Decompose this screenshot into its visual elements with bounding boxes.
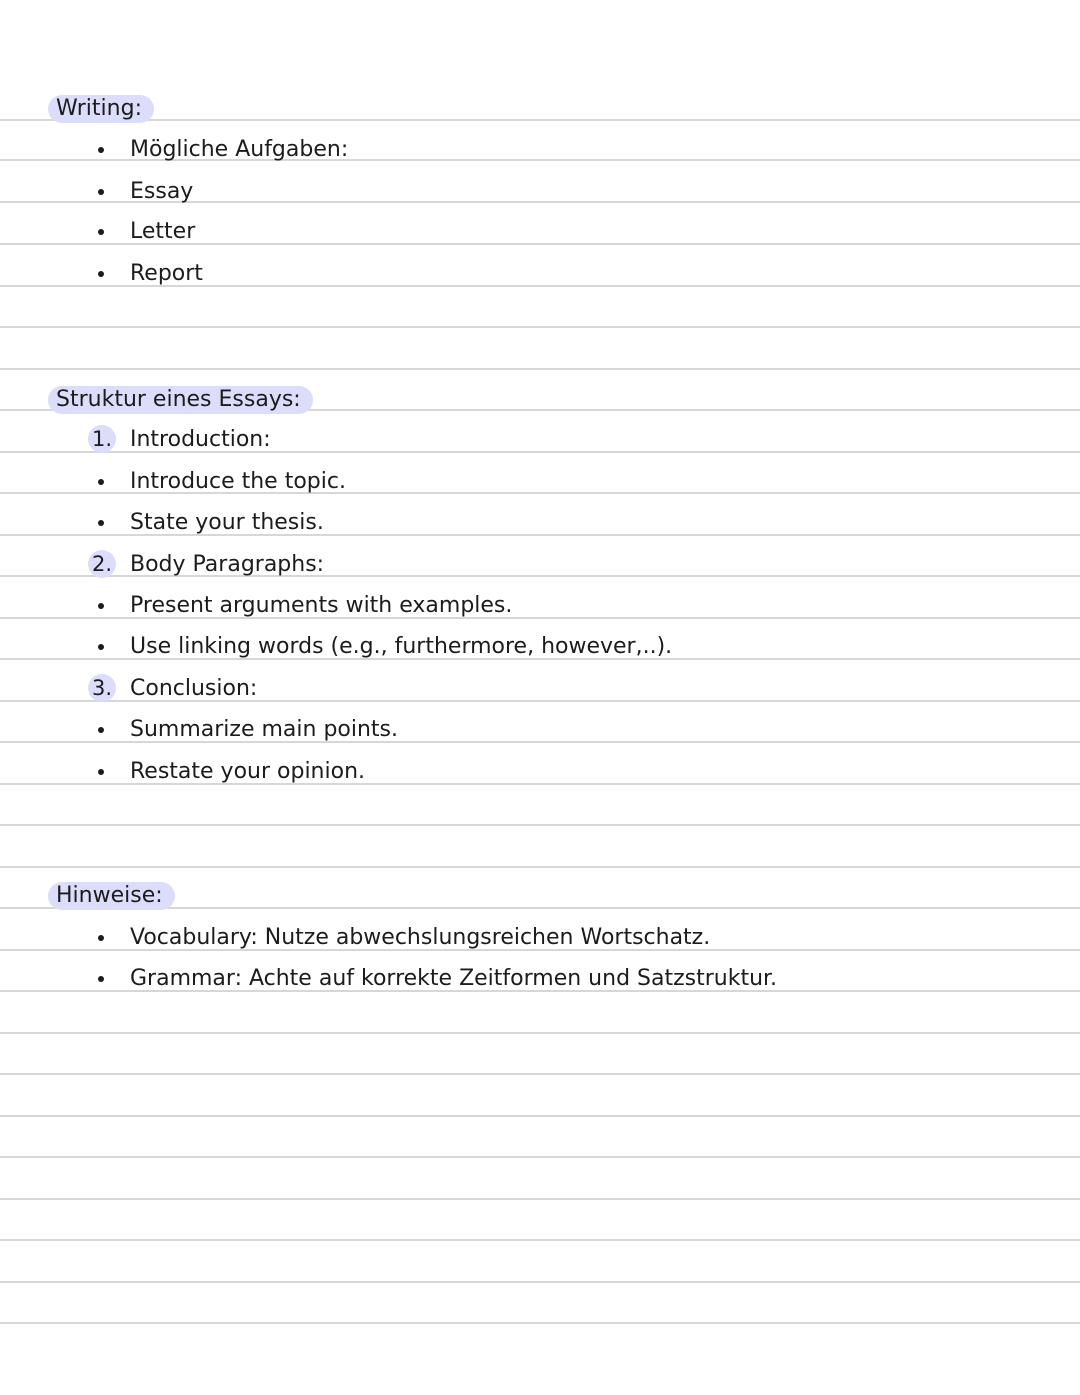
list-item-text: State your thesis. bbox=[130, 510, 324, 535]
list-item-text: Mögliche Aufgaben: bbox=[130, 137, 349, 162]
list-item-text: Essay bbox=[130, 179, 194, 204]
number-marker: 1. bbox=[88, 422, 114, 458]
bullet-marker bbox=[88, 174, 114, 210]
list-item-text: Present arguments with examples. bbox=[130, 593, 513, 618]
list-item-text: Vocabulary: Nutze abwechslungsreichen Wortschatz. bbox=[130, 925, 711, 950]
ruled-line bbox=[0, 368, 1080, 370]
ruled-line bbox=[0, 824, 1080, 826]
list-item-text: Use linking words (e.g., furthermore, however,..). bbox=[130, 634, 673, 659]
ruled-line bbox=[0, 1198, 1080, 1200]
list-item-text: Body Paragraphs: bbox=[130, 552, 325, 577]
section-heading-hinweise: Hinweise: bbox=[48, 882, 175, 910]
bullet-marker bbox=[88, 132, 114, 168]
ruled-line bbox=[0, 866, 1080, 868]
bullet-marker bbox=[88, 214, 114, 250]
number-marker: 3. bbox=[88, 671, 114, 707]
bullet-marker bbox=[88, 961, 114, 997]
ruled-line bbox=[0, 1239, 1080, 1241]
list-item-text: Report bbox=[130, 261, 203, 286]
ruled-line bbox=[0, 1156, 1080, 1158]
number-marker: 2. bbox=[88, 547, 114, 583]
ruled-line bbox=[0, 326, 1080, 328]
list-item-text: Grammar: Achte auf korrekte Zeitformen und Satzstruktur. bbox=[130, 966, 778, 991]
ruled-line bbox=[0, 1322, 1080, 1324]
section-heading-writing: Writing: bbox=[48, 95, 154, 123]
bullet-marker bbox=[88, 712, 114, 748]
ruled-line bbox=[0, 1073, 1080, 1075]
bullet-marker bbox=[88, 256, 114, 292]
ruled-line bbox=[0, 119, 1080, 121]
list-item-text: Restate your opinion. bbox=[130, 759, 366, 784]
bullet-marker bbox=[88, 588, 114, 624]
bullet-marker bbox=[88, 464, 114, 500]
list-item-text: Summarize main points. bbox=[130, 717, 399, 742]
ruled-line bbox=[0, 1281, 1080, 1283]
bullet-marker bbox=[88, 629, 114, 665]
bullet-marker bbox=[88, 920, 114, 956]
ruled-line bbox=[0, 1032, 1080, 1034]
list-item-text: Introduce the topic. bbox=[130, 469, 346, 494]
bullet-marker bbox=[88, 505, 114, 541]
list-item-text: Introduction: bbox=[130, 427, 271, 452]
section-heading-struktur: Struktur eines Essays: bbox=[48, 386, 313, 414]
ruled-line bbox=[0, 1115, 1080, 1117]
list-item-text: Letter bbox=[130, 219, 196, 244]
bullet-marker bbox=[88, 754, 114, 790]
list-item-text: Conclusion: bbox=[130, 676, 258, 701]
